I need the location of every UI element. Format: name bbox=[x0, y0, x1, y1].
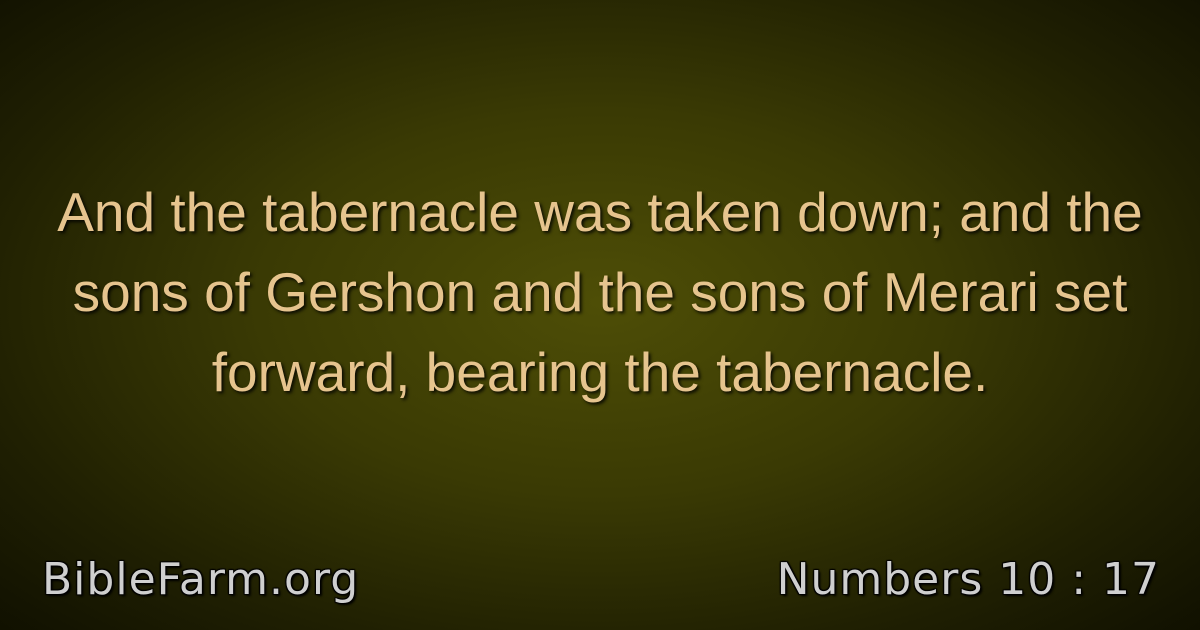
verse-text: And the tabernacle was taken down; and the sons of Gershon and the sons of Merari set forward, bearing the tabernacle. bbox=[57, 181, 1143, 403]
verse-reference: Numbers 10 : 17 bbox=[776, 554, 1160, 605]
verse-container bbox=[40, 172, 1160, 412]
site-name: BibleFarm.org bbox=[42, 554, 360, 605]
